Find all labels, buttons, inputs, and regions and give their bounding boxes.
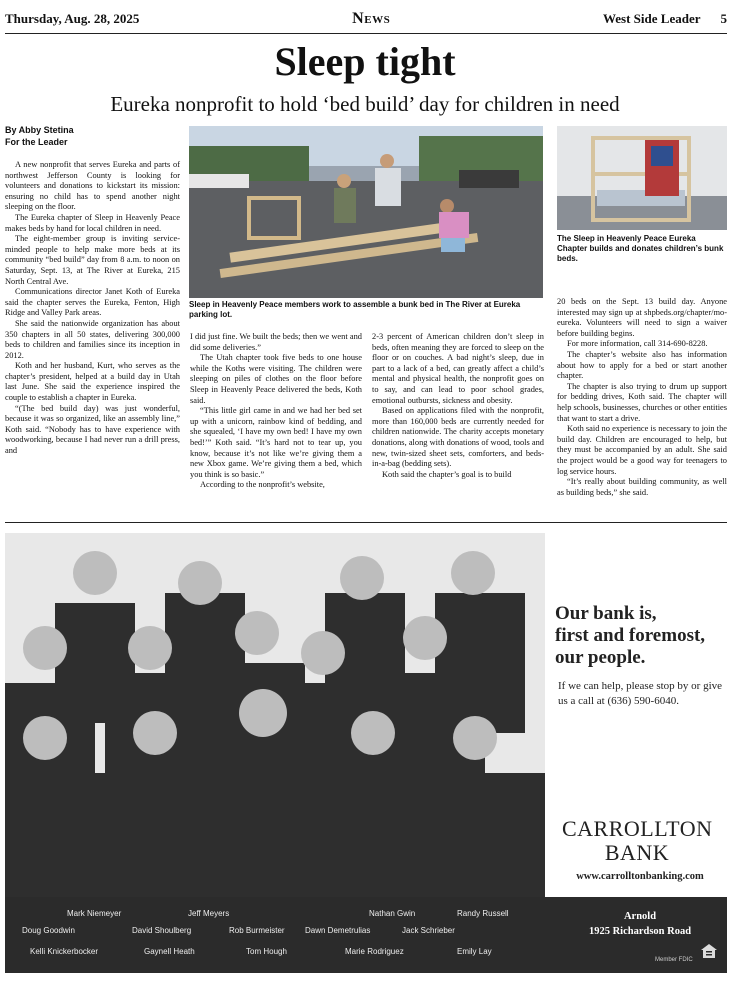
bank-logo	[562, 817, 712, 865]
ad-tagline	[555, 603, 727, 669]
paragraph: Koth said the chapter’s goal is to build	[382, 469, 512, 479]
caption-side-photo: The Sleep in Heavenly Peace Eureka Chapter builds and donates children’s bunk beds.	[557, 234, 724, 263]
page-number: 5	[720, 10, 727, 26]
paragraph: A new nonprofit that serves Eureka and parts of northwest Jefferson County is looking for volunteers and donations to kickstart its mission: ensuring no child has to spend another night sleeping on the floor.	[5, 160, 180, 212]
article-column-2	[190, 332, 362, 491]
subheadline: Eureka nonprofit to hold ‘bed build’ day for children in need	[110, 92, 620, 116]
paragraph: Koth and her husband, Kurt, who serves as the chapter’s president, helped at a build day in Utah last June. She said the experience inspired the couple to establish a chapter in Eureka.	[5, 361, 180, 403]
staff-name: Gaynell Heath	[144, 947, 195, 956]
issue-date: Thursday, Aug. 28, 2025	[5, 10, 140, 26]
article-column-4	[557, 297, 727, 498]
staff-name: Randy Russell	[457, 909, 509, 918]
article-column-1	[5, 160, 180, 457]
paragraph: The eight-member group is inviting service-minded people to help make more beds at its community “bed build” day from 8 a.m. to noon on Saturday, Sept. 13, at The River at Eureka, 215 North Central Ave.	[5, 234, 180, 286]
ad-tagline-line-1: Our bank is,	[555, 603, 657, 624]
bank-logo-line-2: BANK	[604, 840, 670, 865]
staff-group-photo-image	[5, 533, 545, 897]
staff-name: Kelli Knickerbocker	[30, 947, 99, 956]
bank-advertisement	[5, 533, 727, 973]
ad-body: If we can help, please stop by or give us a call at (636) 590-6040.	[558, 680, 723, 707]
byline-org: For the Leader	[5, 137, 68, 147]
bank-logo-line-1: CARROLLTON	[562, 816, 713, 841]
staff-name: Dawn Demetrulias	[305, 926, 371, 935]
equal-housing-lender-icon	[701, 944, 717, 958]
paragraph: She said the nationwide organization has about 350 chapters in all 50 states, delivering 300,000 beds to children and families since its inception in 2012.	[5, 318, 180, 360]
staff-names-bar	[5, 897, 727, 973]
paragraph: 20 beds on the Sept. 13 build day. Anyone interested may sign up at shpbeds.org/chapter/mo-eureka. Volunteers will need to sign a waiver before building begins.	[557, 297, 727, 338]
paragraph: The Eureka chapter of Sleep in Heavenly Peace makes beds by hand for local children in need.	[5, 212, 180, 233]
paragraph: “It’s really about building community, as well as building beds,” she said.	[557, 477, 727, 497]
paragraph: Koth said no experience is necessary to join the build day. Children are encouraged to help, but they must be accompanied by an adult. She said the project would be a good way for teenagers to log service hours.	[557, 424, 727, 476]
staff-name: Mark Niemeyer	[67, 909, 122, 918]
staff-name: David Shoulberg	[132, 926, 192, 935]
branch-address: 1925 Richardson Road	[588, 926, 692, 937]
paragraph: I did just fine. We built the beds; then we went and did some deliveries.”	[190, 332, 362, 352]
photo-bed-build-image	[189, 126, 543, 298]
staff-name: Tom Hough	[246, 947, 287, 956]
staff-name: Jeff Meyers	[188, 909, 230, 918]
paragraph: The chapter is also trying to drum up support for bedding drives, Koth said. The chapter will help schools, businesses, churches or other entities that want to start a drive.	[557, 381, 727, 423]
bank-url[interactable]: www.carrolltonbanking.com	[576, 871, 704, 882]
paragraph: Based on applications filed with the nonprofit, more than 160,000 beds are currently needed for children nationwide. The charity accepts monetary donations, along with donations of wood, tools and new, twin-sized sheet sets, comforters, and beds-in-a-bag (bedding sets).	[372, 406, 544, 469]
paragraph: The chapter’s website also has information about how to apply for a bed or start another chapter.	[557, 349, 727, 381]
staff-name: Emily Lay	[457, 947, 492, 956]
masthead	[5, 8, 727, 34]
section-divider	[5, 522, 727, 523]
section-name: News	[352, 9, 391, 27]
photo-bunk-bed-image	[557, 126, 727, 230]
staff-group-photo	[5, 533, 545, 897]
paragraph: Communications director Janet Koth of Eureka said the chapter serves the Eureka, Fenton, High Ridge and Valley Park areas.	[5, 287, 180, 318]
branch-info	[565, 909, 715, 939]
paragraph: 2-3 percent of American children don’t sleep in beds, often meaning they are forced to sleep on the floor or on couches. A bad night’s sleep, due in part to a lack of a bed, can greatly affect a child’s mental and physical health, the nonprofit goes on to say, and can lead to poor school grades, emotional outbursts, sickness and obesity.	[372, 332, 544, 405]
photo-bed-build	[189, 126, 543, 298]
staff-name: Nathan Gwin	[369, 909, 416, 918]
byline-author: By Abby Stetina	[5, 125, 74, 135]
staff-name: Jack Schrieber	[402, 926, 455, 935]
fdic-notice: Member FDIC	[655, 957, 693, 963]
photo-bunk-bed	[557, 126, 727, 230]
paragraph: The Utah chapter took five beds to one house while the Koths were visiting. The children were sleeping on piles of clothes on the floor before Sleep in Heavenly Peace delivered the beds, Koth said.	[190, 353, 362, 405]
staff-name: Rob Burmeister	[229, 926, 285, 935]
paragraph: “This little girl came in and we had her bed set up with a unicorn, rainbow kind of bedding, and she squealed, ‘I have my own bed! I have my own bed!’” Koth said. “It’s hard not to tear up, you know, because it’s not like we’re giving them a new Xbox game. We’re giving them a bed, which you think is so basic.”	[190, 406, 362, 479]
paper-name: West Side Leader	[602, 10, 701, 26]
byline	[5, 124, 180, 148]
caption-main-photo: Sleep in Heavenly Peace members work to assemble a bunk bed in The River at Eureka parking lot.	[189, 300, 521, 319]
article-column-3	[372, 332, 544, 480]
paragraph: According to the nonprofit’s website,	[200, 480, 325, 490]
staff-name: Marie Rodriguez	[345, 947, 404, 956]
ad-tagline-line-3: our people.	[555, 647, 646, 668]
staff-name: Doug Goodwin	[22, 926, 75, 935]
paragraph: For more information, call 314-690-8228.	[567, 339, 708, 349]
headline: Sleep tight	[274, 39, 456, 84]
paragraph: “(The bed build day) was just wonderful, because it was so organized, like an assembly line,” Koth said. “Nobody has to have experience with woodworking, because I had never run a drill press, and	[5, 403, 180, 456]
branch-name: Arnold	[623, 911, 657, 922]
ad-tagline-line-2: first and foremost,	[555, 625, 706, 646]
